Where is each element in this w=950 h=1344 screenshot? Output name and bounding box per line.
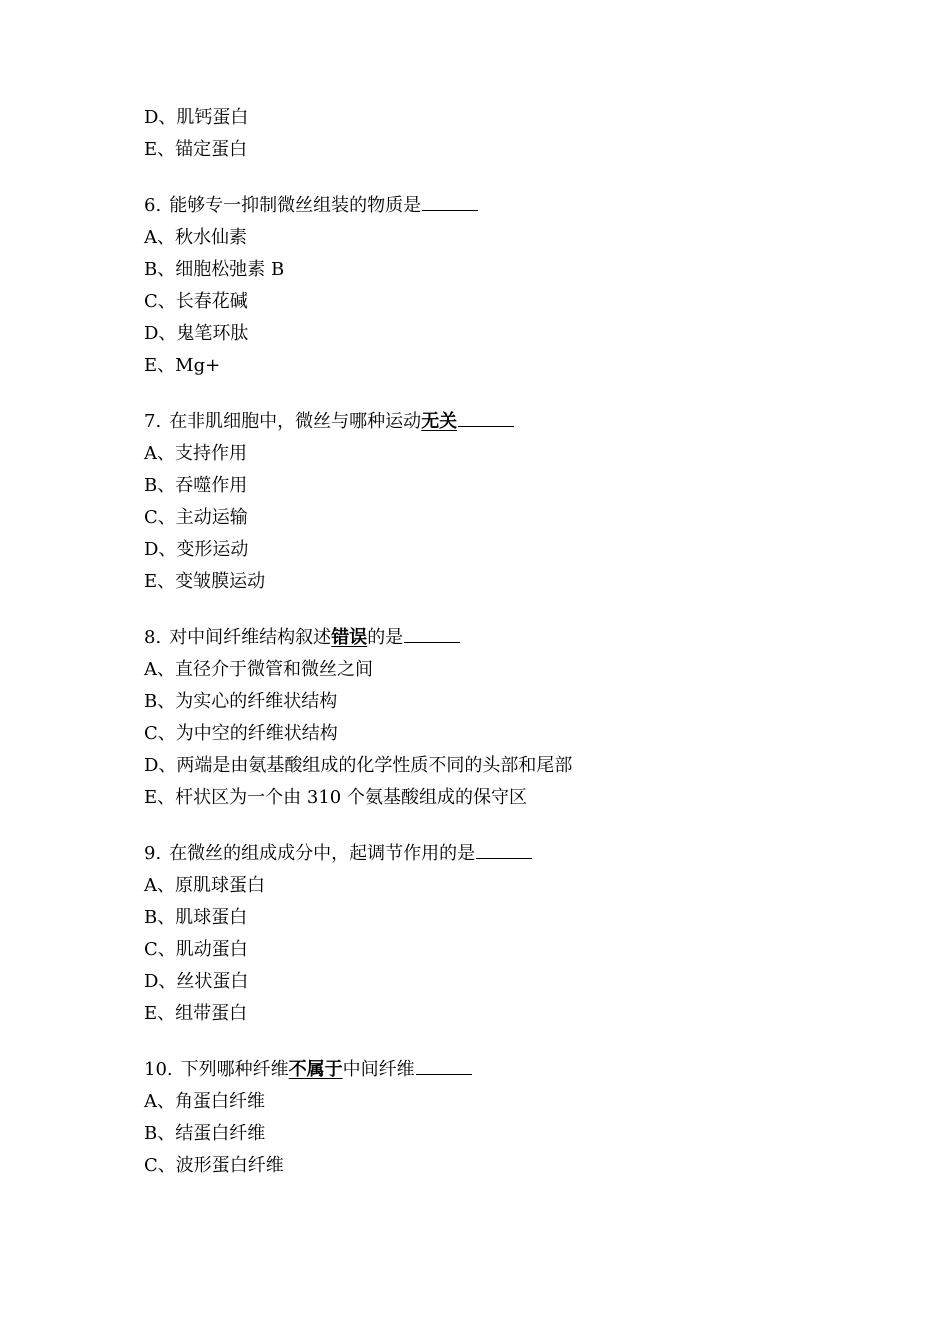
emphasis-text: 无关 — [421, 411, 458, 432]
option-item: A、秋水仙素 — [144, 227, 247, 248]
option-item: D、两端是由氨基酸组成的化学性质不同的头部和尾部 — [144, 755, 573, 776]
option-item: D、鬼笔环肽 — [144, 323, 249, 344]
question-stem — [144, 406, 844, 438]
question-7 — [144, 406, 844, 598]
option-item: A、直径介于微管和微丝之间 — [144, 659, 373, 680]
option-item: C、主动运输 — [144, 507, 248, 528]
option-item: C、为中空的纤维状结构 — [144, 723, 338, 744]
answer-blank — [422, 192, 478, 211]
answer-blank — [476, 840, 532, 859]
option-item: B、细胞松弛素 B — [144, 259, 285, 280]
question-6 — [144, 190, 844, 382]
option-item: E、组带蛋白 — [144, 1003, 248, 1024]
answer-blank — [458, 408, 514, 427]
answer-blank — [416, 1056, 472, 1075]
option-item: E、变皱膜运动 — [144, 571, 266, 592]
option-item: B、结蛋白纤维 — [144, 1123, 266, 1144]
option-item: D、变形运动 — [144, 539, 249, 560]
option-item: D、丝状蛋白 — [144, 971, 249, 992]
continued-options — [144, 102, 844, 166]
stem-text: 能够专一抑制微丝组装的物质是 — [169, 195, 422, 216]
option-item: A、支持作用 — [144, 443, 247, 464]
option-item: D、肌钙蛋白 — [144, 107, 249, 128]
stem-text: 在微丝的组成成分中，起调节作用的是 — [169, 843, 476, 864]
question-number: 9. — [144, 843, 162, 864]
option-item: A、原肌球蛋白 — [144, 875, 265, 896]
answer-blank — [404, 624, 460, 643]
option-item: E、锚定蛋白 — [144, 139, 248, 160]
option-item: C、波形蛋白纤维 — [144, 1155, 284, 1176]
option-item: B、肌球蛋白 — [144, 907, 248, 928]
emphasis-text: 错误 — [331, 627, 368, 648]
option-item: E、杆状区为一个由 310 个氨基酸组成的保守区 — [144, 787, 527, 808]
question-stem — [144, 622, 844, 654]
question-number: 10. — [144, 1059, 173, 1080]
question-stem — [144, 1054, 844, 1086]
question-stem — [144, 190, 844, 222]
option-item: C、肌动蛋白 — [144, 939, 248, 960]
question-8 — [144, 622, 844, 814]
option-item: E、Mg+ — [144, 355, 221, 376]
stem-text: 下列哪种纤维 — [180, 1059, 289, 1080]
emphasis-text: 不属于 — [288, 1059, 343, 1080]
option-item: C、长春花碱 — [144, 291, 248, 312]
question-10 — [144, 1054, 844, 1182]
stem-text: 在非肌细胞中，微丝与哪种运动 — [169, 411, 422, 432]
stem-text-after: 的是 — [367, 627, 404, 648]
question-stem — [144, 838, 844, 870]
question-9 — [144, 838, 844, 1030]
document-page — [144, 102, 844, 1182]
option-item: B、吞噬作用 — [144, 475, 248, 496]
question-number: 7. — [144, 411, 162, 432]
option-item: B、为实心的纤维状结构 — [144, 691, 338, 712]
question-number: 6. — [144, 195, 162, 216]
stem-text: 对中间纤维结构叙述 — [169, 627, 332, 648]
stem-text-after: 中间纤维 — [342, 1059, 415, 1080]
question-number: 8. — [144, 627, 162, 648]
option-item: A、角蛋白纤维 — [144, 1091, 265, 1112]
